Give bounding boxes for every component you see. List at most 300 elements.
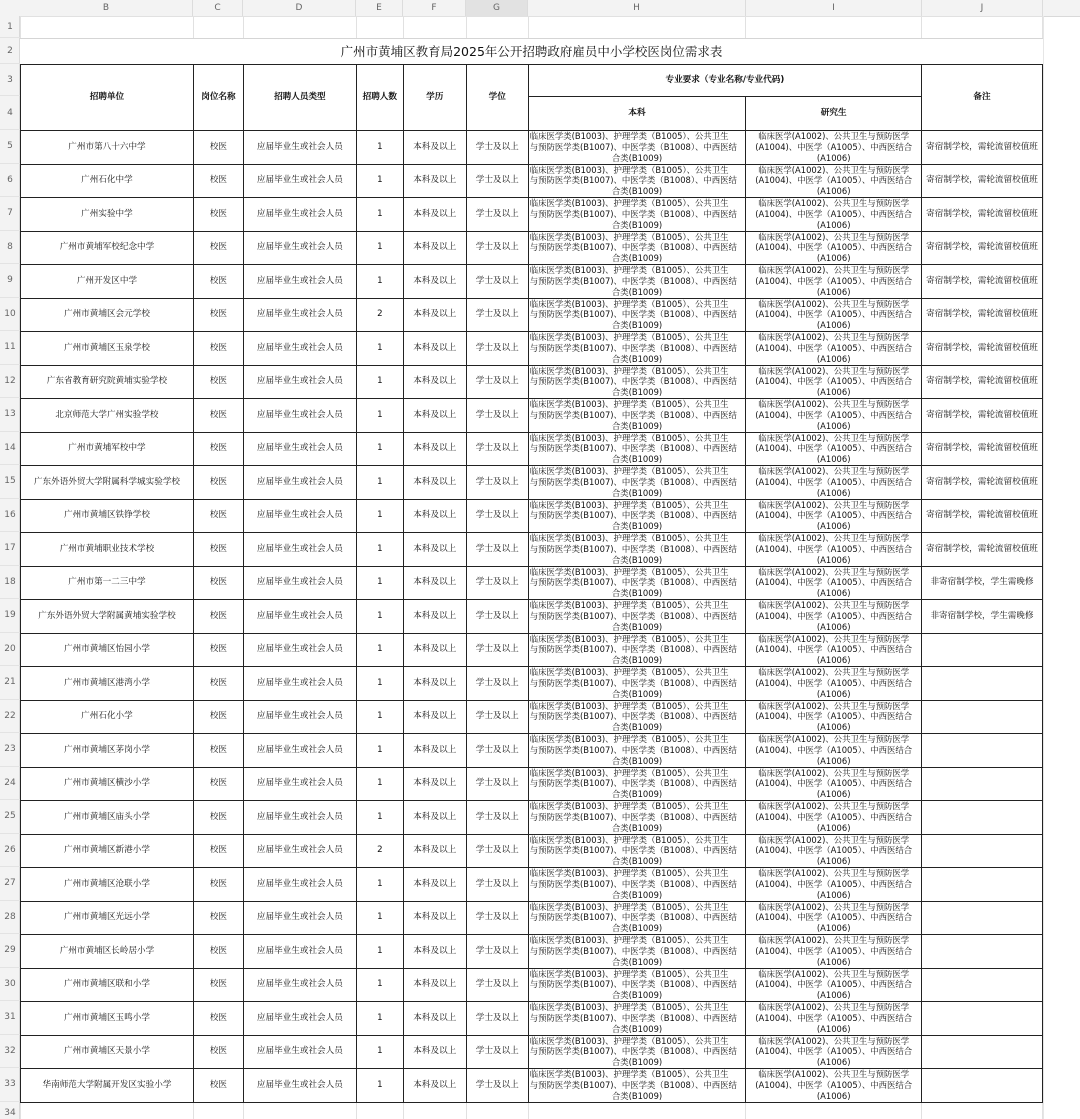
cell-count[interactable]: 1	[356, 466, 403, 500]
cell-position[interactable]: 校医	[193, 332, 243, 366]
row-number[interactable]: 19	[0, 599, 20, 633]
cell-undergrad-major[interactable]	[528, 834, 746, 868]
cell-count[interactable]: 1	[356, 432, 403, 466]
cell-degree[interactable]: 学士及以上	[466, 767, 528, 801]
cell-type[interactable]: 应届毕业生或社会人员	[243, 935, 356, 969]
header-undergrad[interactable]: 本科	[528, 97, 746, 131]
cell-undergrad-major[interactable]	[528, 131, 746, 165]
row-number[interactable]: 23	[0, 733, 20, 767]
header-degree[interactable]: 学位	[466, 65, 528, 131]
cell-unit[interactable]: 广州市黄埔区沧联小学	[21, 868, 194, 902]
row-number[interactable]: 7	[0, 197, 20, 231]
cell-unit[interactable]: 广州市黄埔区新港小学	[21, 834, 194, 868]
cell-unit[interactable]: 广州石化中学	[21, 164, 194, 198]
row-number[interactable]: 11	[0, 331, 20, 365]
table-row[interactable]	[21, 834, 1080, 868]
cell-undergrad-major[interactable]	[528, 700, 746, 734]
cell-note[interactable]: 寄宿制学校，需轮流留校值班	[922, 265, 1043, 299]
cell-education[interactable]: 本科及以上	[403, 131, 466, 165]
cell-education[interactable]: 本科及以上	[403, 901, 466, 935]
cell-degree[interactable]: 学士及以上	[466, 1035, 528, 1069]
cell-education[interactable]: 本科及以上	[403, 633, 466, 667]
cell-education[interactable]: 本科及以上	[403, 667, 466, 701]
cell-unit[interactable]: 广州市黄埔区茅岗小学	[21, 734, 194, 768]
cell-count[interactable]: 1	[356, 198, 403, 232]
row-number[interactable]: 10	[0, 298, 20, 332]
cell-position[interactable]: 校医	[193, 533, 243, 567]
cell-type[interactable]: 应届毕业生或社会人员	[243, 131, 356, 165]
cell-type[interactable]: 应届毕业生或社会人员	[243, 298, 356, 332]
cell-unit[interactable]: 广州市黄埔区庙头小学	[21, 801, 194, 835]
table-row[interactable]	[21, 566, 1080, 600]
cell-type[interactable]: 应届毕业生或社会人员	[243, 834, 356, 868]
cell-type[interactable]: 应届毕业生或社会人员	[243, 466, 356, 500]
cell-note[interactable]: 寄宿制学校，需轮流留校值班	[922, 399, 1043, 433]
cell-degree[interactable]: 学士及以上	[466, 466, 528, 500]
cell-note[interactable]	[922, 767, 1043, 801]
column-header-e[interactable]: E	[356, 0, 403, 16]
cell-graduate-major[interactable]	[746, 834, 922, 868]
row-number[interactable]: 18	[0, 566, 20, 600]
cell-graduate-major[interactable]	[746, 700, 922, 734]
row-number[interactable]: 31	[0, 1001, 20, 1035]
table-row[interactable]	[21, 1002, 1080, 1036]
table-row[interactable]	[21, 1035, 1080, 1069]
row-number[interactable]: 26	[0, 834, 20, 868]
cell-education[interactable]: 本科及以上	[403, 1002, 466, 1036]
cell-degree[interactable]: 学士及以上	[466, 834, 528, 868]
cell-education[interactable]: 本科及以上	[403, 1035, 466, 1069]
cell-degree[interactable]: 学士及以上	[466, 131, 528, 165]
header-unit[interactable]: 招聘单位	[21, 65, 194, 131]
row-number[interactable]: 8	[0, 231, 20, 265]
cell-unit[interactable]: 广州市黄埔军校纪念中学	[21, 231, 194, 265]
cell-note[interactable]	[922, 667, 1043, 701]
cell-graduate-major[interactable]	[746, 600, 922, 634]
cell-position[interactable]: 校医	[193, 834, 243, 868]
row-number[interactable]: 14	[0, 432, 20, 466]
cell-degree[interactable]: 学士及以上	[466, 499, 528, 533]
cell-note[interactable]	[922, 834, 1043, 868]
cell-position[interactable]: 校医	[193, 365, 243, 399]
cell-degree[interactable]: 学士及以上	[466, 198, 528, 232]
cell-position[interactable]: 校医	[193, 868, 243, 902]
cell-unit[interactable]: 广州市黄埔区铁铮学校	[21, 499, 194, 533]
cell-position[interactable]: 校医	[193, 767, 243, 801]
cell-type[interactable]: 应届毕业生或社会人员	[243, 734, 356, 768]
cell-education[interactable]: 本科及以上	[403, 298, 466, 332]
cell-type[interactable]: 应届毕业生或社会人员	[243, 198, 356, 232]
cell-type[interactable]: 应届毕业生或社会人员	[243, 767, 356, 801]
cell-unit[interactable]: 广东外语外贸大学附属科学城实验学校	[21, 466, 194, 500]
cell-education[interactable]: 本科及以上	[403, 1069, 466, 1103]
cell-unit[interactable]: 华南师范大学附属开发区实验小学	[21, 1069, 194, 1103]
cell-education[interactable]: 本科及以上	[403, 231, 466, 265]
row-number[interactable]: 15	[0, 465, 20, 499]
row-number[interactable]: 3	[0, 64, 20, 96]
table-row[interactable]	[21, 734, 1080, 768]
row-number[interactable]: 12	[0, 365, 20, 399]
cell-unit[interactable]: 广州市黄埔区玉鸣小学	[21, 1002, 194, 1036]
cell-unit[interactable]: 广州市黄埔区会元学校	[21, 298, 194, 332]
table-row[interactable]	[21, 801, 1080, 835]
cell-undergrad-major[interactable]	[528, 667, 746, 701]
table-row[interactable]	[21, 633, 1080, 667]
cell-type[interactable]: 应届毕业生或社会人员	[243, 667, 356, 701]
cell-undergrad-major[interactable]	[528, 901, 746, 935]
column-header-h[interactable]: H	[528, 0, 746, 16]
cell-note[interactable]	[922, 868, 1043, 902]
cell-position[interactable]: 校医	[193, 231, 243, 265]
table-row[interactable]	[21, 533, 1080, 567]
cell-unit[interactable]: 广州市黄埔区怡园小学	[21, 633, 194, 667]
table-row[interactable]	[21, 868, 1080, 902]
cell-note[interactable]: 寄宿制学校，需轮流留校值班	[922, 131, 1043, 165]
cell-position[interactable]: 校医	[193, 198, 243, 232]
cell-graduate-major[interactable]	[746, 265, 922, 299]
cell-undergrad-major[interactable]	[528, 365, 746, 399]
row-number[interactable]: 13	[0, 398, 20, 432]
cell-graduate-major[interactable]	[746, 466, 922, 500]
cell-graduate-major[interactable]	[746, 332, 922, 366]
table-row[interactable]	[21, 432, 1080, 466]
cell-note[interactable]	[922, 968, 1043, 1002]
table-row[interactable]	[21, 700, 1080, 734]
cell-note[interactable]: 寄宿制学校，需轮流留校值班	[922, 198, 1043, 232]
cell-degree[interactable]: 学士及以上	[466, 868, 528, 902]
cell-unit[interactable]: 广州石化小学	[21, 700, 194, 734]
cell-unit[interactable]: 广州市第八十六中学	[21, 131, 194, 165]
cell-count[interactable]: 1	[356, 935, 403, 969]
cell-graduate-major[interactable]	[746, 164, 922, 198]
cell-note[interactable]: 寄宿制学校，需轮流留校值班	[922, 432, 1043, 466]
cell-graduate-major[interactable]	[746, 131, 922, 165]
cell-note[interactable]: 寄宿制学校，需轮流留校值班	[922, 466, 1043, 500]
cell-count[interactable]: 1	[356, 399, 403, 433]
table-row[interactable]	[21, 332, 1080, 366]
cell-education[interactable]: 本科及以上	[403, 332, 466, 366]
cell-count[interactable]: 1	[356, 365, 403, 399]
cell-degree[interactable]: 学士及以上	[466, 332, 528, 366]
cell-degree[interactable]: 学士及以上	[466, 365, 528, 399]
cell-education[interactable]: 本科及以上	[403, 801, 466, 835]
cell-undergrad-major[interactable]	[528, 298, 746, 332]
cell-count[interactable]: 1	[356, 499, 403, 533]
cell-degree[interactable]: 学士及以上	[466, 432, 528, 466]
cell-note[interactable]: 寄宿制学校，需轮流留校值班	[922, 231, 1043, 265]
row-number[interactable]: 17	[0, 532, 20, 566]
cell-type[interactable]: 应届毕业生或社会人员	[243, 801, 356, 835]
cell-position[interactable]: 校医	[193, 901, 243, 935]
cell-undergrad-major[interactable]	[528, 968, 746, 1002]
cell-type[interactable]: 应届毕业生或社会人员	[243, 901, 356, 935]
cell-type[interactable]: 应届毕业生或社会人员	[243, 1035, 356, 1069]
table-row[interactable]	[21, 131, 1080, 165]
cell-note[interactable]	[922, 700, 1043, 734]
cell-degree[interactable]: 学士及以上	[466, 1002, 528, 1036]
cell-education[interactable]: 本科及以上	[403, 734, 466, 768]
cell-undergrad-major[interactable]	[528, 499, 746, 533]
cell-undergrad-major[interactable]	[528, 734, 746, 768]
cell-unit[interactable]: 广东省教育研究院黄埔实验学校	[21, 365, 194, 399]
cell-position[interactable]: 校医	[193, 968, 243, 1002]
cell-position[interactable]: 校医	[193, 600, 243, 634]
cell-type[interactable]: 应届毕业生或社会人员	[243, 633, 356, 667]
row-number[interactable]: 32	[0, 1035, 20, 1069]
row-number[interactable]: 22	[0, 700, 20, 734]
cell-education[interactable]: 本科及以上	[403, 868, 466, 902]
cell-type[interactable]: 应届毕业生或社会人员	[243, 399, 356, 433]
cell-education[interactable]: 本科及以上	[403, 700, 466, 734]
cell-degree[interactable]: 学士及以上	[466, 231, 528, 265]
cell-position[interactable]: 校医	[193, 667, 243, 701]
cell-type[interactable]: 应届毕业生或社会人员	[243, 332, 356, 366]
cell-position[interactable]: 校医	[193, 935, 243, 969]
cell-graduate-major[interactable]	[746, 1069, 922, 1103]
column-header-i[interactable]: I	[746, 0, 922, 16]
cell-note[interactable]: 非寄宿制学校，学生需晚修	[922, 600, 1043, 634]
cell-degree[interactable]: 学士及以上	[466, 600, 528, 634]
cell-education[interactable]: 本科及以上	[403, 834, 466, 868]
cell-type[interactable]: 应届毕业生或社会人员	[243, 432, 356, 466]
cell-undergrad-major[interactable]	[528, 231, 746, 265]
cell-graduate-major[interactable]	[746, 901, 922, 935]
table-row[interactable]	[21, 231, 1080, 265]
cell-degree[interactable]: 学士及以上	[466, 633, 528, 667]
cell-degree[interactable]: 学士及以上	[466, 265, 528, 299]
cell-degree[interactable]: 学士及以上	[466, 700, 528, 734]
row-number[interactable]: 34	[0, 1102, 20, 1119]
cell-count[interactable]: 1	[356, 767, 403, 801]
cell-education[interactable]: 本科及以上	[403, 432, 466, 466]
cell-note[interactable]	[922, 801, 1043, 835]
header-position[interactable]: 岗位名称	[193, 65, 243, 131]
cell-position[interactable]: 校医	[193, 399, 243, 433]
cell-graduate-major[interactable]	[746, 198, 922, 232]
header-education[interactable]: 学历	[403, 65, 466, 131]
cell-note[interactable]	[922, 1002, 1043, 1036]
cell-undergrad-major[interactable]	[528, 1035, 746, 1069]
cell-graduate-major[interactable]	[746, 734, 922, 768]
cell-type[interactable]: 应届毕业生或社会人员	[243, 700, 356, 734]
cell-count[interactable]: 1	[356, 332, 403, 366]
cell-graduate-major[interactable]	[746, 499, 922, 533]
row-number[interactable]: 5	[0, 130, 20, 164]
column-header-d[interactable]: D	[243, 0, 356, 16]
cell-type[interactable]: 应届毕业生或社会人员	[243, 533, 356, 567]
cell-unit[interactable]: 广州市黄埔区天景小学	[21, 1035, 194, 1069]
cell-count[interactable]: 1	[356, 667, 403, 701]
cell-position[interactable]: 校医	[193, 801, 243, 835]
cell-type[interactable]: 应届毕业生或社会人员	[243, 566, 356, 600]
cell-unit[interactable]: 广州市第一二三中学	[21, 566, 194, 600]
table-row[interactable]	[21, 901, 1080, 935]
cell-note[interactable]: 寄宿制学校，需轮流留校值班	[922, 332, 1043, 366]
cell-degree[interactable]: 学士及以上	[466, 1069, 528, 1103]
table-row[interactable]	[21, 1069, 1080, 1103]
cell-count[interactable]: 1	[356, 164, 403, 198]
cell-position[interactable]: 校医	[193, 164, 243, 198]
cell-undergrad-major[interactable]	[528, 868, 746, 902]
cell-undergrad-major[interactable]	[528, 1069, 746, 1103]
cell-education[interactable]: 本科及以上	[403, 499, 466, 533]
row-number[interactable]: 2	[0, 38, 20, 64]
cell-type[interactable]: 应届毕业生或社会人员	[243, 164, 356, 198]
cell-position[interactable]: 校医	[193, 633, 243, 667]
cell-type[interactable]: 应届毕业生或社会人员	[243, 968, 356, 1002]
cell-unit[interactable]: 广州市黄埔职业技术学校	[21, 533, 194, 567]
cell-education[interactable]: 本科及以上	[403, 198, 466, 232]
cell-count[interactable]: 1	[356, 1035, 403, 1069]
table-row[interactable]	[21, 298, 1080, 332]
cell-undergrad-major[interactable]	[528, 399, 746, 433]
cell-count[interactable]: 1	[356, 968, 403, 1002]
cell-education[interactable]: 本科及以上	[403, 566, 466, 600]
row-number[interactable]: 29	[0, 934, 20, 968]
table-row[interactable]	[21, 935, 1080, 969]
cell-education[interactable]: 本科及以上	[403, 767, 466, 801]
cell-note[interactable]: 非寄宿制学校，学生需晚修	[922, 566, 1043, 600]
cell-undergrad-major[interactable]	[528, 935, 746, 969]
cell-degree[interactable]: 学士及以上	[466, 399, 528, 433]
cell-graduate-major[interactable]	[746, 1002, 922, 1036]
table-row[interactable]	[21, 365, 1080, 399]
row-number[interactable]: 25	[0, 800, 20, 834]
cell-type[interactable]: 应届毕业生或社会人员	[243, 1002, 356, 1036]
cell-undergrad-major[interactable]	[528, 466, 746, 500]
table-row[interactable]	[21, 399, 1080, 433]
cell-graduate-major[interactable]	[746, 533, 922, 567]
cell-unit[interactable]: 广州实验中学	[21, 198, 194, 232]
cell-position[interactable]: 校医	[193, 1002, 243, 1036]
cell-graduate-major[interactable]	[746, 868, 922, 902]
cell-note[interactable]	[922, 734, 1043, 768]
cell-count[interactable]: 1	[356, 1069, 403, 1103]
cell-education[interactable]: 本科及以上	[403, 600, 466, 634]
header-type[interactable]: 招聘人员类型	[243, 65, 356, 131]
cell-graduate-major[interactable]	[746, 667, 922, 701]
cell-graduate-major[interactable]	[746, 231, 922, 265]
cell-unit[interactable]: 北京师范大学广州实验学校	[21, 399, 194, 433]
cell-note[interactable]: 寄宿制学校，需轮流留校值班	[922, 365, 1043, 399]
column-header-f[interactable]: F	[403, 0, 466, 16]
cell-graduate-major[interactable]	[746, 767, 922, 801]
cell-education[interactable]: 本科及以上	[403, 533, 466, 567]
cell-count[interactable]: 1	[356, 1002, 403, 1036]
cell-type[interactable]: 应届毕业生或社会人员	[243, 265, 356, 299]
cell-graduate-major[interactable]	[746, 1035, 922, 1069]
cell-count[interactable]: 1	[356, 131, 403, 165]
row-number[interactable]: 20	[0, 633, 20, 667]
cell-education[interactable]: 本科及以上	[403, 365, 466, 399]
cell-unit[interactable]: 广州市黄埔军校中学	[21, 432, 194, 466]
cell-note[interactable]: 寄宿制学校，需轮流留校值班	[922, 499, 1043, 533]
cell-count[interactable]: 1	[356, 700, 403, 734]
cell-count[interactable]: 1	[356, 633, 403, 667]
row-number[interactable]: 16	[0, 499, 20, 533]
cell-type[interactable]: 应届毕业生或社会人员	[243, 1069, 356, 1103]
cell-undergrad-major[interactable]	[528, 1002, 746, 1036]
cell-graduate-major[interactable]	[746, 633, 922, 667]
cell-unit[interactable]: 广州市黄埔区横沙小学	[21, 767, 194, 801]
cell-graduate-major[interactable]	[746, 935, 922, 969]
cell-unit[interactable]: 广州市黄埔区长岭居小学	[21, 935, 194, 969]
row-number[interactable]: 1	[0, 16, 20, 38]
cell-graduate-major[interactable]	[746, 298, 922, 332]
cell-degree[interactable]: 学士及以上	[466, 801, 528, 835]
cell-count[interactable]: 1	[356, 265, 403, 299]
cell-education[interactable]: 本科及以上	[403, 466, 466, 500]
cell-position[interactable]: 校医	[193, 432, 243, 466]
cell-education[interactable]: 本科及以上	[403, 265, 466, 299]
cell-graduate-major[interactable]	[746, 801, 922, 835]
cell-position[interactable]: 校医	[193, 734, 243, 768]
cell-note[interactable]: 寄宿制学校，需轮流留校值班	[922, 533, 1043, 567]
table-row[interactable]	[21, 600, 1080, 634]
cell-degree[interactable]: 学士及以上	[466, 734, 528, 768]
cell-degree[interactable]: 学士及以上	[466, 298, 528, 332]
row-number[interactable]: 27	[0, 867, 20, 901]
cell-count[interactable]: 1	[356, 801, 403, 835]
cell-note[interactable]: 寄宿制学校，需轮流留校值班	[922, 164, 1043, 198]
cell-position[interactable]: 校医	[193, 298, 243, 332]
cell-education[interactable]: 本科及以上	[403, 935, 466, 969]
row-number[interactable]: 24	[0, 767, 20, 801]
cell-undergrad-major[interactable]	[528, 801, 746, 835]
cell-undergrad-major[interactable]	[528, 198, 746, 232]
cell-undergrad-major[interactable]	[528, 600, 746, 634]
cell-education[interactable]: 本科及以上	[403, 968, 466, 1002]
table-row[interactable]	[21, 198, 1080, 232]
header-notes[interactable]: 备注	[922, 65, 1043, 131]
cell-count[interactable]: 2	[356, 834, 403, 868]
table-row[interactable]	[21, 265, 1080, 299]
table-row[interactable]	[21, 164, 1080, 198]
cell-undergrad-major[interactable]	[528, 767, 746, 801]
cell-undergrad-major[interactable]	[528, 533, 746, 567]
cell-undergrad-major[interactable]	[528, 566, 746, 600]
cell-unit[interactable]: 广州市黄埔区玉泉学校	[21, 332, 194, 366]
cell-unit[interactable]: 广东外语外贸大学附属黄埔实验学校	[21, 600, 194, 634]
cell-degree[interactable]: 学士及以上	[466, 164, 528, 198]
column-header-g[interactable]: G	[466, 0, 528, 16]
row-number[interactable]: 21	[0, 666, 20, 700]
cell-degree[interactable]: 学士及以上	[466, 533, 528, 567]
cell-undergrad-major[interactable]	[528, 164, 746, 198]
cell-position[interactable]: 校医	[193, 1035, 243, 1069]
header-count[interactable]: 招聘人数	[356, 65, 403, 131]
cell-type[interactable]: 应届毕业生或社会人员	[243, 231, 356, 265]
cell-unit[interactable]: 广州开发区中学	[21, 265, 194, 299]
row-number[interactable]: 9	[0, 264, 20, 298]
cell-unit[interactable]: 广州市黄埔区联和小学	[21, 968, 194, 1002]
cell-position[interactable]: 校医	[193, 499, 243, 533]
cell-degree[interactable]: 学士及以上	[466, 968, 528, 1002]
cell-count[interactable]: 1	[356, 231, 403, 265]
cell-note[interactable]	[922, 901, 1043, 935]
cell-position[interactable]: 校医	[193, 566, 243, 600]
cell-count[interactable]: 1	[356, 868, 403, 902]
cell-graduate-major[interactable]	[746, 432, 922, 466]
cell-type[interactable]: 应届毕业生或社会人员	[243, 365, 356, 399]
data-grid[interactable]	[20, 16, 1080, 1119]
header-graduate[interactable]: 研究生	[746, 97, 922, 131]
cell-undergrad-major[interactable]	[528, 265, 746, 299]
column-header-b[interactable]: B	[20, 0, 193, 16]
row-number[interactable]: 6	[0, 164, 20, 198]
cell-count[interactable]: 1	[356, 600, 403, 634]
cell-degree[interactable]: 学士及以上	[466, 566, 528, 600]
